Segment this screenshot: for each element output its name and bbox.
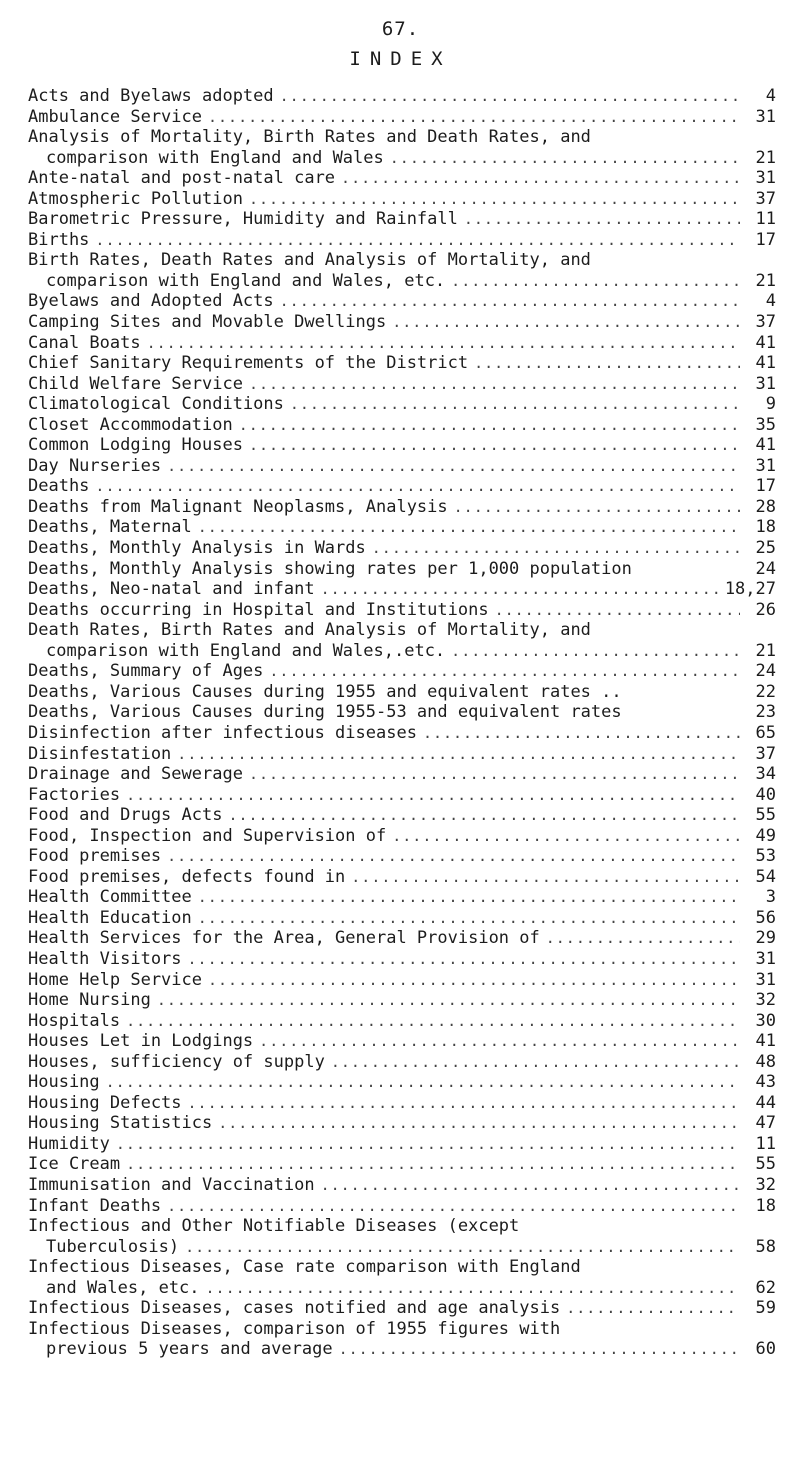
entry-line	[28, 250, 776, 271]
index-title: INDEX	[349, 48, 452, 70]
index-entry	[28, 107, 776, 128]
index-entry	[28, 168, 776, 189]
entry-text: Factories	[28, 784, 121, 805]
entry-text: Infectious Diseases, cases notified and age analysis	[28, 1298, 561, 1319]
dot-leader	[249, 435, 740, 456]
entry-text: Ambulance Service	[28, 106, 202, 127]
index-entries	[28, 86, 776, 1360]
entry-text: Infectious Diseases, comparison of 1955 figures with	[28, 1318, 561, 1339]
dot-leader	[390, 148, 740, 169]
entry-page-number: 41	[755, 353, 776, 374]
entry-page-number: 11	[755, 1133, 776, 1154]
dot-leader	[185, 1237, 740, 1258]
entry-text: Births	[28, 229, 90, 250]
entry-text: Home Nursing	[28, 990, 151, 1011]
index-entry	[28, 970, 776, 991]
index-entry	[28, 990, 776, 1011]
entry-page-number: 43	[755, 1072, 776, 1093]
entry-page-number: 54	[755, 866, 776, 887]
entry-text: Day Nurseries	[28, 455, 162, 476]
entry-page-number: 55	[755, 1154, 776, 1175]
entry-line	[28, 1052, 776, 1073]
entry-page-number: 11	[755, 209, 776, 230]
entry-page-number: 9	[765, 394, 776, 415]
index-entry	[28, 805, 776, 826]
entry-page-number: 21	[755, 147, 776, 168]
entry-text: Immunisation and Vaccination	[28, 1174, 315, 1195]
entry-text: Death Rates, Birth Rates and Analysis of Mortality, and	[28, 620, 591, 641]
index-entry	[28, 1113, 776, 1134]
index-entry	[28, 1319, 776, 1360]
index-entry	[28, 620, 776, 661]
index-entry	[28, 1072, 776, 1093]
entry-line	[28, 949, 776, 970]
dot-leader	[392, 312, 740, 333]
index-entry	[28, 949, 776, 970]
entry-line	[28, 661, 776, 682]
index-entry	[28, 744, 776, 765]
entry-page-number: 18,27	[724, 579, 776, 600]
dot-leader	[451, 271, 740, 292]
entry-line	[28, 415, 776, 436]
dot-leader	[546, 928, 740, 949]
entry-text: Analysis of Mortality, Birth Rates and Death Rates, and	[28, 127, 591, 148]
entry-text: Infectious and Other Notifiable Diseases (except	[28, 1216, 520, 1237]
entry-line	[28, 846, 776, 867]
entry-page-number: 23	[755, 702, 776, 723]
index-entry	[28, 189, 776, 210]
dot-leader	[454, 497, 740, 518]
entry-page-number: 31	[755, 455, 776, 476]
index-entry	[28, 785, 776, 806]
entry-line	[28, 682, 776, 703]
dot-leader	[464, 209, 740, 230]
dot-leader	[249, 374, 740, 395]
entry-line	[28, 1072, 776, 1093]
index-entry	[28, 353, 776, 374]
entry-text: Deaths	[28, 476, 90, 497]
entry-page-number: 37	[755, 312, 776, 333]
entry-line	[28, 538, 776, 559]
entry-text: Tuberculosis)	[46, 1236, 180, 1257]
dot-leader	[95, 230, 740, 251]
dot-leader	[339, 1339, 740, 1360]
entry-text: Deaths, Monthly Analysis showing rates per 1,000 population	[28, 558, 632, 579]
entry-page-number: 47	[755, 1113, 776, 1134]
entry-page-number: 17	[755, 476, 776, 497]
entry-line	[28, 230, 776, 251]
entry-line	[28, 456, 776, 477]
entry-page-number: 44	[755, 1092, 776, 1113]
entry-text: Disinfection after infectious diseases	[28, 722, 417, 743]
entry-text: Drainage and Sewerage	[28, 764, 243, 785]
entry-text: Atmospheric Pollution	[28, 188, 243, 209]
index-entry	[28, 1031, 776, 1052]
dot-leader	[239, 415, 740, 436]
dot-leader	[95, 476, 740, 497]
index-entry	[28, 312, 776, 333]
index-entry	[28, 1093, 776, 1114]
entry-text: Camping Sites and Movable Dwellings	[28, 312, 387, 333]
entry-text: Deaths, Summary of Ages	[28, 661, 264, 682]
index-entry	[28, 86, 776, 107]
entry-text: Hospitals	[28, 1010, 121, 1031]
dot-leader	[321, 1175, 740, 1196]
entry-page-number: 25	[755, 538, 776, 559]
entry-page-number: 62	[755, 1277, 776, 1298]
entry-continuation-line	[28, 148, 776, 169]
entry-text: Health Education	[28, 907, 192, 928]
entry-page-number: 18	[755, 1195, 776, 1216]
entry-page-number: 21	[755, 640, 776, 661]
entry-page-number: 29	[755, 928, 776, 949]
dot-leader	[392, 826, 740, 847]
entry-page-number: 31	[755, 969, 776, 990]
entry-line	[28, 435, 776, 456]
dot-leader	[280, 291, 740, 312]
entry-page-number: 60	[755, 1339, 776, 1360]
index-entry	[28, 1134, 776, 1155]
entry-page-number: 30	[755, 1010, 776, 1031]
index-entry	[28, 230, 776, 251]
dot-leader	[147, 333, 740, 354]
entry-text: Health Visitors	[28, 948, 182, 969]
entry-line	[28, 620, 776, 641]
entry-text: Deaths occurring in Hospital and Institutions	[28, 599, 489, 620]
entry-page-number: 17	[755, 229, 776, 250]
dot-leader	[198, 908, 740, 929]
index-entry	[28, 1298, 776, 1319]
entry-text: comparison with England and Wales,.etc.	[46, 640, 446, 661]
entry-text: Deaths, Neo-natal and infant	[28, 579, 315, 600]
entry-text: Home Help Service	[28, 969, 202, 990]
index-entry	[28, 1011, 776, 1032]
entry-page-number: 31	[755, 168, 776, 189]
index-entry	[28, 1175, 776, 1196]
index-entry	[28, 887, 776, 908]
entry-page-number: 28	[755, 496, 776, 517]
dot-leader	[198, 887, 740, 908]
index-entry	[28, 846, 776, 867]
entry-page-number: 58	[755, 1236, 776, 1257]
index-entry	[28, 682, 776, 703]
entry-line	[28, 476, 776, 497]
dot-leader	[167, 1196, 740, 1217]
entry-text: Climatological Conditions	[28, 394, 284, 415]
entry-line	[28, 579, 776, 600]
index-entry	[28, 333, 776, 354]
index-entry	[28, 291, 776, 312]
entry-text: Food, Inspection and Supervision of	[28, 825, 387, 846]
entry-page-number: 56	[755, 907, 776, 928]
entry-continuation-line	[28, 271, 776, 292]
entry-line	[28, 517, 776, 538]
dot-leader	[126, 1011, 740, 1032]
entry-line	[28, 1257, 776, 1278]
index-entry	[28, 600, 776, 621]
entry-line	[28, 1011, 776, 1032]
page-number: 67.	[381, 18, 420, 40]
dot-leader	[566, 1298, 740, 1319]
entry-text: Child Welfare Service	[28, 373, 243, 394]
dot-leader	[451, 641, 740, 662]
entry-text: Deaths from Malignant Neoplasms, Analysis	[28, 496, 448, 517]
dot-leader	[167, 846, 740, 867]
index-entry	[28, 435, 776, 456]
index-entry	[28, 538, 776, 559]
entry-line	[28, 559, 776, 580]
entry-page-number: 31	[755, 106, 776, 127]
entry-line	[28, 127, 776, 148]
entry-text: Deaths, Various Causes during 1955 and equivalent rates ..	[28, 681, 622, 702]
entry-text: Deaths, Maternal	[28, 517, 192, 538]
index-entry	[28, 702, 776, 723]
index-entry	[28, 394, 776, 415]
entry-text: Humidity	[28, 1133, 110, 1154]
entry-line	[28, 1196, 776, 1217]
dot-leader	[106, 1072, 740, 1093]
entry-line	[28, 209, 776, 230]
entry-page-number: 41	[755, 435, 776, 456]
entry-page-number: 31	[755, 373, 776, 394]
entry-page-number: 31	[755, 948, 776, 969]
index-entry	[28, 1052, 776, 1073]
index-entry	[28, 209, 776, 230]
entry-line	[28, 497, 776, 518]
dot-leader	[198, 517, 740, 538]
entry-line	[28, 1298, 776, 1319]
entry-line	[28, 107, 776, 128]
entry-line	[28, 374, 776, 395]
entry-line	[28, 887, 776, 908]
index-entry	[28, 559, 776, 580]
dot-leader	[249, 764, 740, 785]
index-entry	[28, 764, 776, 785]
entry-line	[28, 333, 776, 354]
entry-text: previous 5 years and average	[46, 1339, 333, 1360]
entry-page-number: 37	[755, 188, 776, 209]
dot-leader	[208, 107, 740, 128]
entry-line	[28, 189, 776, 210]
entry-text: Birth Rates, Death Rates and Analysis of Mortality, and	[28, 250, 591, 271]
entry-line	[28, 1031, 776, 1052]
index-entry	[28, 928, 776, 949]
index-entry	[28, 579, 776, 600]
index-entry	[28, 127, 776, 168]
entry-line	[28, 702, 776, 723]
dot-leader	[188, 949, 740, 970]
dot-leader	[351, 867, 740, 888]
dot-leader	[321, 579, 719, 600]
entry-text: Acts and Byelaws adopted	[28, 86, 274, 106]
index-entry	[28, 867, 776, 888]
dot-leader	[206, 1278, 740, 1299]
index-entry	[28, 1196, 776, 1217]
dot-leader	[290, 394, 740, 415]
entry-page-number: 55	[755, 805, 776, 826]
entry-text: Common Lodging Houses	[28, 435, 243, 456]
entry-text: Housing	[28, 1072, 100, 1093]
entry-line	[28, 723, 776, 744]
entry-text: Housing Defects	[28, 1092, 182, 1113]
dot-leader	[495, 600, 740, 621]
index-entry	[28, 415, 776, 436]
entry-text: Ice Cream	[28, 1154, 121, 1175]
dot-leader	[218, 1113, 740, 1134]
entry-page-number: 24	[755, 661, 776, 682]
dot-leader	[228, 805, 740, 826]
entry-text: Deaths, Monthly Analysis in Wards	[28, 538, 366, 559]
index-entry	[28, 723, 776, 744]
entry-line	[28, 1175, 776, 1196]
entry-text: Food premises, defects found in	[28, 866, 346, 887]
entry-line	[28, 1319, 776, 1340]
entry-text: Disinfestation	[28, 743, 172, 764]
dot-leader	[167, 456, 740, 477]
dot-leader	[177, 744, 740, 765]
entry-page-number: 53	[755, 846, 776, 867]
entry-line	[28, 867, 776, 888]
entry-line	[28, 394, 776, 415]
entry-page-number: 32	[755, 1174, 776, 1195]
dot-leader	[126, 785, 740, 806]
dot-leader	[249, 189, 740, 210]
dot-leader	[188, 1093, 740, 1114]
entry-line	[28, 1093, 776, 1114]
entry-line	[28, 785, 776, 806]
entry-text: comparison with England and Wales, etc.	[46, 270, 446, 291]
entry-line	[28, 990, 776, 1011]
entry-page-number: 21	[755, 270, 776, 291]
index-entry	[28, 1216, 776, 1257]
entry-text: comparison with England and Wales	[46, 147, 384, 168]
dot-leader	[259, 1031, 740, 1052]
entry-page-number: 41	[755, 1031, 776, 1052]
entry-continuation-line	[28, 1237, 776, 1258]
index-entry	[28, 476, 776, 497]
entry-line	[28, 86, 776, 107]
entry-page-number: 65	[755, 722, 776, 743]
entry-page-number: 34	[755, 764, 776, 785]
entry-line	[28, 928, 776, 949]
entry-line	[28, 312, 776, 333]
entry-line	[28, 1134, 776, 1155]
entry-continuation-line	[28, 641, 776, 662]
entry-text: Food premises	[28, 846, 162, 867]
entry-text: Houses, sufficiency of supply	[28, 1051, 325, 1072]
entry-text: Infant Deaths	[28, 1195, 162, 1216]
entry-text: Canal Boats	[28, 332, 141, 353]
entry-continuation-line	[28, 1278, 776, 1299]
entry-line	[28, 168, 776, 189]
index-entry	[28, 826, 776, 847]
entry-line	[28, 826, 776, 847]
entry-line	[28, 744, 776, 765]
entry-line	[28, 291, 776, 312]
entry-line	[28, 805, 776, 826]
entry-page-number: 59	[755, 1298, 776, 1319]
entry-line	[28, 600, 776, 621]
entry-line	[28, 353, 776, 374]
entry-page-number: 4	[765, 86, 776, 106]
dot-leader	[116, 1134, 740, 1155]
dot-leader	[372, 538, 740, 559]
entry-continuation-line	[28, 1339, 776, 1360]
dot-leader	[280, 86, 740, 107]
entry-page-number: 18	[755, 517, 776, 538]
entry-text: and Wales, etc.	[46, 1277, 200, 1298]
entry-page-number: 32	[755, 990, 776, 1011]
entry-page-number: 41	[755, 332, 776, 353]
entry-text: Infectious Diseases, Case rate comparison with England	[28, 1257, 581, 1278]
entry-text: Chief Sanitary Requirements of the District	[28, 353, 469, 374]
entry-text: Ante-natal and post-natal care	[28, 168, 336, 189]
entry-page-number: 48	[755, 1051, 776, 1072]
entry-page-number: 4	[765, 291, 776, 312]
dot-leader	[126, 1154, 740, 1175]
dot-leader	[474, 353, 740, 374]
entry-text: Houses Let in Lodgings	[28, 1031, 254, 1052]
dot-leader	[157, 990, 740, 1011]
entry-line	[28, 1113, 776, 1134]
entry-page-number: 49	[755, 825, 776, 846]
dot-leader	[341, 168, 740, 189]
entry-text: Barometric Pressure, Humidity and Rainfall	[28, 209, 458, 230]
dot-leader	[208, 970, 740, 991]
entry-line	[28, 1216, 776, 1237]
index-entry	[28, 497, 776, 518]
entry-line	[28, 970, 776, 991]
index-entry	[28, 1154, 776, 1175]
dot-leader	[423, 723, 740, 744]
index-entry	[28, 374, 776, 395]
dot-leader	[269, 661, 740, 682]
entry-page-number: 26	[755, 599, 776, 620]
entry-text: Health Committee	[28, 887, 192, 908]
index-entry	[28, 908, 776, 929]
entry-line	[28, 764, 776, 785]
entry-page-number: 24	[755, 558, 776, 579]
entry-page-number: 35	[755, 414, 776, 435]
index-entry	[28, 1257, 776, 1298]
entry-page-number: 3	[765, 887, 776, 908]
entry-text: Housing Statistics	[28, 1113, 213, 1134]
index-entry	[28, 250, 776, 291]
entry-page-number: 37	[755, 743, 776, 764]
index-entry	[28, 661, 776, 682]
index-entry	[28, 517, 776, 538]
entry-text: Closet Accommodation	[28, 414, 233, 435]
entry-line	[28, 908, 776, 929]
entry-text: Deaths, Various Causes during 1955-53 and equivalent rates	[28, 702, 622, 723]
entry-text: Food and Drugs Acts	[28, 805, 223, 826]
index-entry	[28, 456, 776, 477]
entry-page-number: 40	[755, 784, 776, 805]
entry-text: Byelaws and Adopted Acts	[28, 291, 274, 312]
entry-page-number: 22	[755, 681, 776, 702]
entry-text: Health Services for the Area, General Provision of	[28, 928, 540, 949]
dot-leader	[331, 1052, 740, 1073]
entry-line	[28, 1154, 776, 1175]
